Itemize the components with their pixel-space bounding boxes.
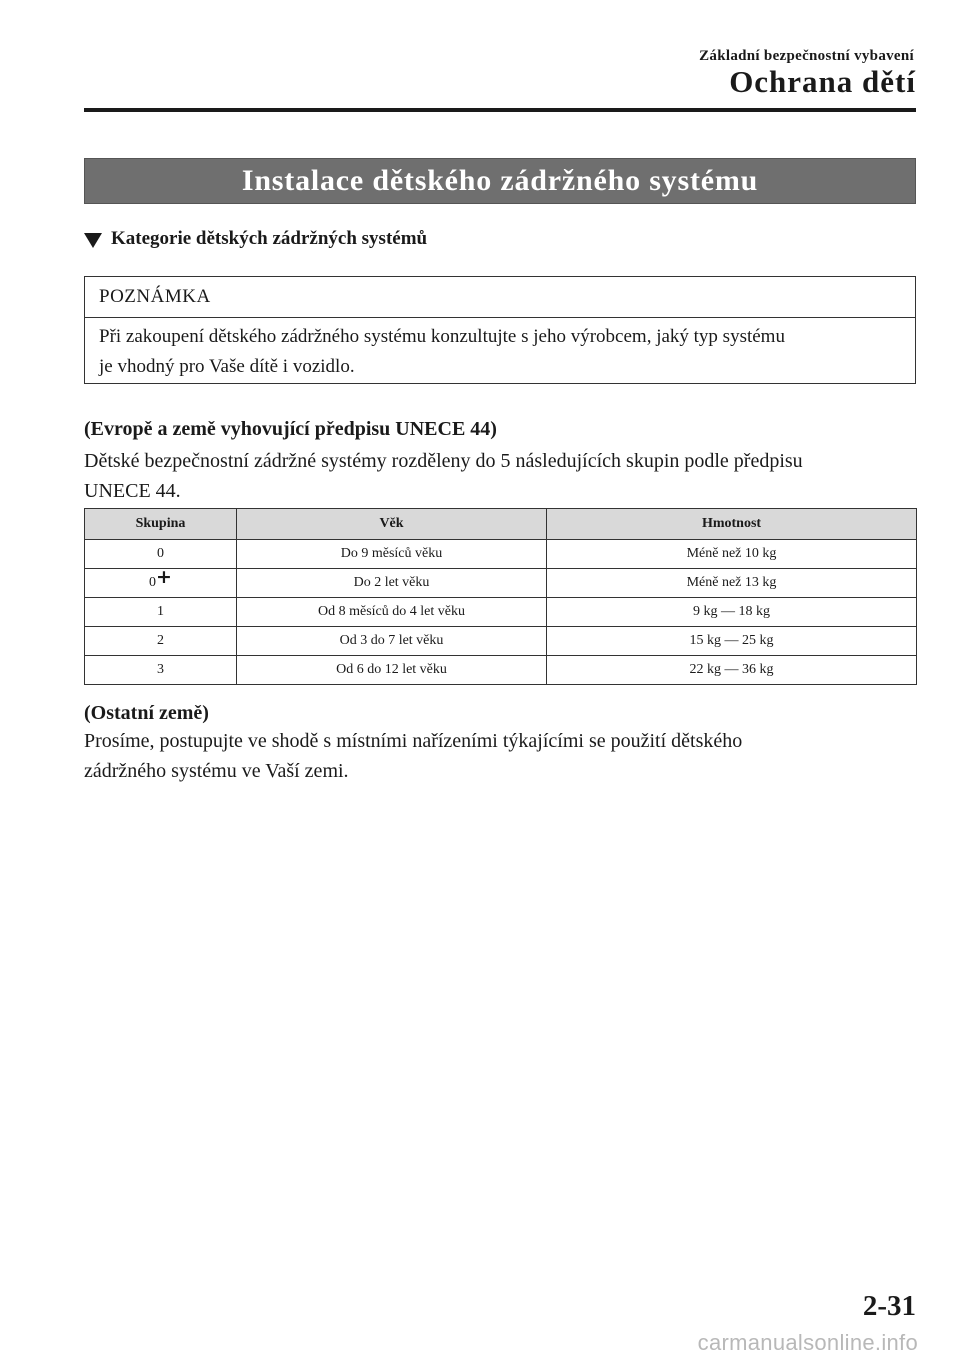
table-row xyxy=(85,569,917,598)
age-cell: Do 9 měsíců věku xyxy=(237,540,547,569)
europe-heading: (Evropě a země vyhovující předpisu UNECE 44) xyxy=(84,418,497,440)
plus-icon: + xyxy=(156,566,172,588)
group-cell xyxy=(85,566,237,598)
group-cell: 3 xyxy=(85,656,237,685)
group-cell: 1 xyxy=(85,598,237,627)
europe-paragraph xyxy=(84,446,914,506)
note-line: Při zakoupení dětského zádržného systému konzultujte s jeho výrobcem, jaký typ systému xyxy=(99,326,785,347)
section-title: Instalace dětského zádržného systému xyxy=(241,164,759,197)
subheading-text: Kategorie dětských zádržných systémů xyxy=(111,228,428,249)
europe-line: Dětské bezpečnostní zádržné systémy rozděleny do 5 následujících skupin podle předpisu xyxy=(84,450,803,472)
header-section-label: Základní bezpečnostní vybavení xyxy=(699,48,914,64)
group-cell: 0 xyxy=(85,540,237,569)
column-header-weight: Hmotnost xyxy=(547,509,917,540)
age-cell: Od 3 do 7 let věku xyxy=(237,627,547,656)
section-title-bar xyxy=(84,158,916,204)
other-line: Prosíme, postupujte ve shodě s místními nařízeními týkajícími se použití dětského xyxy=(84,730,743,752)
group-table xyxy=(84,508,917,685)
group-cell: 2 xyxy=(85,627,237,656)
other-line: zádržného systému ve Vaší zemi. xyxy=(84,760,349,782)
column-header-age: Věk xyxy=(237,509,547,540)
age-cell: Od 6 do 12 let věku xyxy=(237,656,547,685)
table-row xyxy=(85,540,917,569)
note-label: POZNÁMKA xyxy=(85,277,915,318)
subheading xyxy=(84,228,427,250)
note-line: je vhodný pro Vaše dítě i vozidlo. xyxy=(99,356,355,377)
age-cell: Od 8 měsíců do 4 let věku xyxy=(237,598,547,627)
other-heading: (Ostatní země) xyxy=(84,702,209,724)
column-header-group: Skupina xyxy=(85,509,237,540)
weight-cell: Méně než 13 kg xyxy=(547,569,917,598)
page-header-title: Ochrana dětí xyxy=(729,64,916,99)
table-row xyxy=(85,627,917,656)
other-paragraph xyxy=(84,726,914,786)
weight-cell: 15 kg — 25 kg xyxy=(547,627,917,656)
table-header-row xyxy=(85,509,917,540)
europe-line: UNECE 44. xyxy=(84,480,181,502)
table-row xyxy=(85,598,917,627)
table-row xyxy=(85,656,917,685)
header-rule xyxy=(84,108,916,112)
weight-cell: 22 kg — 36 kg xyxy=(547,656,917,685)
age-cell: Do 2 let věku xyxy=(237,569,547,598)
watermark: carmanualsonline.info xyxy=(697,1330,918,1355)
triangle-bullet-icon xyxy=(84,233,102,248)
note-body xyxy=(85,318,915,382)
weight-cell: Méně než 10 kg xyxy=(547,540,917,569)
weight-cell: 9 kg — 18 kg xyxy=(547,598,917,627)
group-value: 0 xyxy=(149,575,157,590)
page-number: 2-31 xyxy=(862,1290,916,1322)
note-box xyxy=(84,276,916,384)
